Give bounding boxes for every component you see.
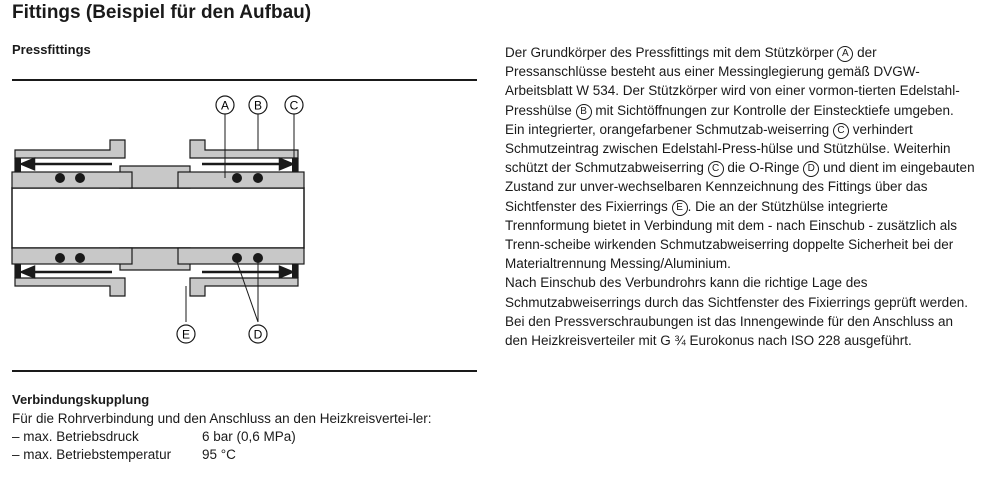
callout-d <box>249 325 267 343</box>
circled-mark: E <box>672 200 688 216</box>
o-ring <box>253 253 263 263</box>
o-ring <box>75 253 85 263</box>
callout-b <box>249 96 267 114</box>
spec-value: 95 °C <box>202 447 236 462</box>
o-ring <box>232 253 242 263</box>
text-segment: und dient im eingebauten Zustand zur unver-wechselbaren Kennzeichnung des Fittings über das Sichtfenster des Fixierrings <box>505 160 975 214</box>
o-ring <box>55 173 65 183</box>
svg-text:D: D <box>253 327 263 342</box>
circled-mark: D <box>803 161 819 177</box>
paragraph-1 <box>505 43 975 273</box>
section-title-verbindungskupplung: Verbindungskupplung <box>12 392 150 407</box>
paragraph-3: Bei den Pressverschraubungen ist das Innengewinde für den Anschluss an den Heizkreisverteiler mit G ¾ Eurokonus nach ISO 228 ausgeführt. <box>505 313 954 349</box>
text-segment: . Die an der Stützhülse integrierte Trennformung bietet in Verbindung mit dem - nach Einschub - zusätzlich als Trenn-scheibe wirkenden Schmutzabweiserring doppelte Sicherheit bei der Materialtrennung Messing/Aluminium. <box>505 198 957 272</box>
spec-value: 6 bar (0,6 MPa) <box>202 429 296 444</box>
press-sleeve-left-top <box>15 140 125 158</box>
text-segment: mit Sichtöffnungen zur Kontrolle der Einstecktiefe umgeben. Ein integrierter, orangefarbener Schmutzab-weiserring <box>505 102 954 137</box>
support-sleeve-left-top <box>12 172 132 188</box>
section2-body <box>12 410 482 464</box>
svg-text:B: B <box>253 98 263 113</box>
text-segment: Der Grundkörper des Pressfittings mit dem Stützkörper <box>505 45 834 60</box>
description-text <box>505 43 975 350</box>
press-sleeve-right-top <box>190 140 298 158</box>
circled-mark: C <box>708 161 724 177</box>
o-ring <box>253 173 263 183</box>
spec-label: – max. Betriebsdruck <box>12 429 139 444</box>
support-sleeve-left-bottom <box>12 248 132 264</box>
section-title-pressfittings: Pressfittings <box>12 42 91 57</box>
spec-label: – max. Betriebstemperatur <box>12 447 172 462</box>
pressfitting-diagram <box>0 88 490 358</box>
circled-mark: B <box>576 104 592 120</box>
o-ring <box>75 173 85 183</box>
callout-a <box>216 96 234 114</box>
text-segment: verhindert Schmutzeintrag zwischen Edelstahl-Press-hülse und Stützhülse. Weiterhin schützt der Schmutzabweiserring <box>505 121 951 176</box>
svg-text:E: E <box>181 327 191 342</box>
circled-mark: C <box>833 123 849 139</box>
pipe-body <box>12 188 304 248</box>
divider-top <box>12 79 477 81</box>
text-segment: die O-Ringe <box>727 160 800 176</box>
o-ring <box>55 253 65 263</box>
paragraph-2: Nach Einschub des Verbundrohrs kann die richtige Lage des Schmutzabweiserrings durch das Sichtfenster des Fixierrings geprüft werden. <box>505 275 968 310</box>
press-sleeve-left-bottom <box>15 278 125 296</box>
svg-text:C: C <box>289 98 299 113</box>
section2-intro: Für die Rohrverbindung und den Anschluss an den Heizkreisvertei-ler: <box>12 411 432 426</box>
spec-row <box>12 428 482 446</box>
spec-row <box>12 446 482 464</box>
circled-mark: A <box>837 46 853 62</box>
divider-bottom <box>12 370 477 372</box>
callout-e <box>177 325 195 343</box>
callout-c <box>285 96 303 114</box>
o-ring <box>232 173 242 183</box>
text-segment: der Pressanschlüsse besteht aus einer Messinglegierung gemäß DVGW-Arbeitsblatt W 534. Der Stützkörper wird von einer vormon-tierten Edelstahl-Presshülse <box>505 45 960 118</box>
page-title: Fittings (Beispiel für den Aufbau) <box>12 2 312 23</box>
svg-text:A: A <box>220 98 230 113</box>
